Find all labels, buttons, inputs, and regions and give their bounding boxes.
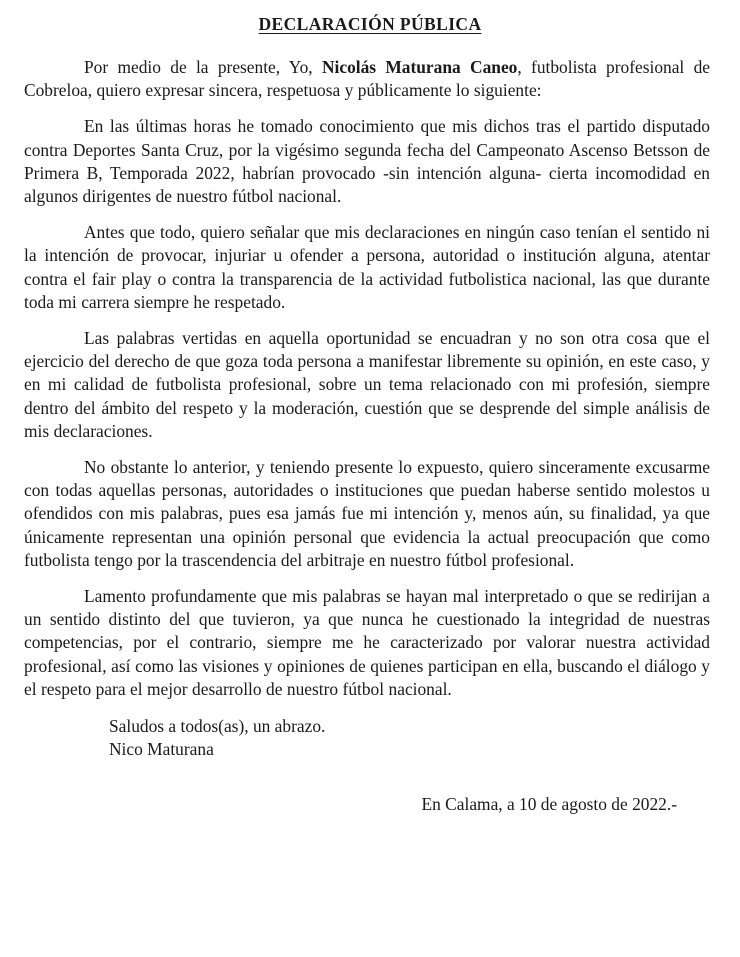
paragraph-context: En las últimas horas he tomado conocimiento que mis dichos tras el partido disputado contra Deportes Santa Cruz, por la vigésimo segunda fecha del Campeonato Ascenso Betsson de Primera B, Temporada 2022, habrían provocado -sin intención alguna- cierta incomodidad en algunos dirigentes de nuestro fútbol nacional. [24,116,710,207]
farewell-line: Saludos a todos(as), un abrazo. [109,716,326,737]
date-block [24,793,710,816]
paragraph-intro-tail: , futbolista profesional de Cobreloa, quiero expresar sincera, respetuosa y públicamente lo siguiente: [24,57,710,101]
document-body [0,56,740,817]
paragraph-intro-lead: Por medio de la presente, Yo, [84,57,322,77]
paragraph-intro [24,56,710,102]
closing-block [24,715,710,761]
paragraph-regret: Lamento profundamente que mis palabras se hayan mal interpretado o que se redirijan a un sentido distinto del que tuvieron, ya que nunca he cuestionado la integridad de nuestras competencias, por el contrario, siempre me he caracterizado por valorar nuestra actividad profesional, así como las visiones y opiniones de quienes participan en ella, buscando el diálogo y el respeto para el mejor desarrollo de nuestro fútbol nacional. [24,586,710,699]
declarant-name: Nicolás Maturana Caneo [321,57,518,77]
signature-line: Nico Maturana [109,739,214,760]
paragraph-apology: No obstante lo anterior, y teniendo presente lo expuesto, quiero sinceramente excusarme con todas aquellas personas, autoridades o instituciones que puedan haberse sentido molestos u ofendidos con mis palabras, pues esa jamás fue mi intención y, menos aún, su finalidad, ya que únicamente representan una opinión personal que evidencia la actual preocupación que como futbolista tengo por la trascendencia del arbitraje en nuestro fútbol profesional. [24,457,710,570]
paragraph-free-expression: Las palabras vertidas en aquella oportunidad se encuadran y no son otra cosa que el ejercicio del derecho de que goza toda persona a manifestar libremente su opinión, en este caso, y en mi calidad de futbolista profesional, sobre un tema relacionado con mi profesión, siempre dentro del ámbito del respeto y la moderación, cuestión que se desprende del simple análisis de mis declaraciones. [24,328,710,441]
place-and-date: En Calama, a 10 de agosto de 2022.- [421,794,677,815]
paragraph-clarification: Antes que todo, quiero señalar que mis declaraciones en ningún caso tenían el sentido ni la intención de provocar, injuriar u ofender a persona, autoridad o institución alguna, atentar contra el fair play o contra la transparencia de la actividad futbolistica nacional, las que durante toda mi carrera siempre he respetado. [24,222,710,312]
page-title: DECLARACIÓN PÚBLICA [258,14,482,34]
